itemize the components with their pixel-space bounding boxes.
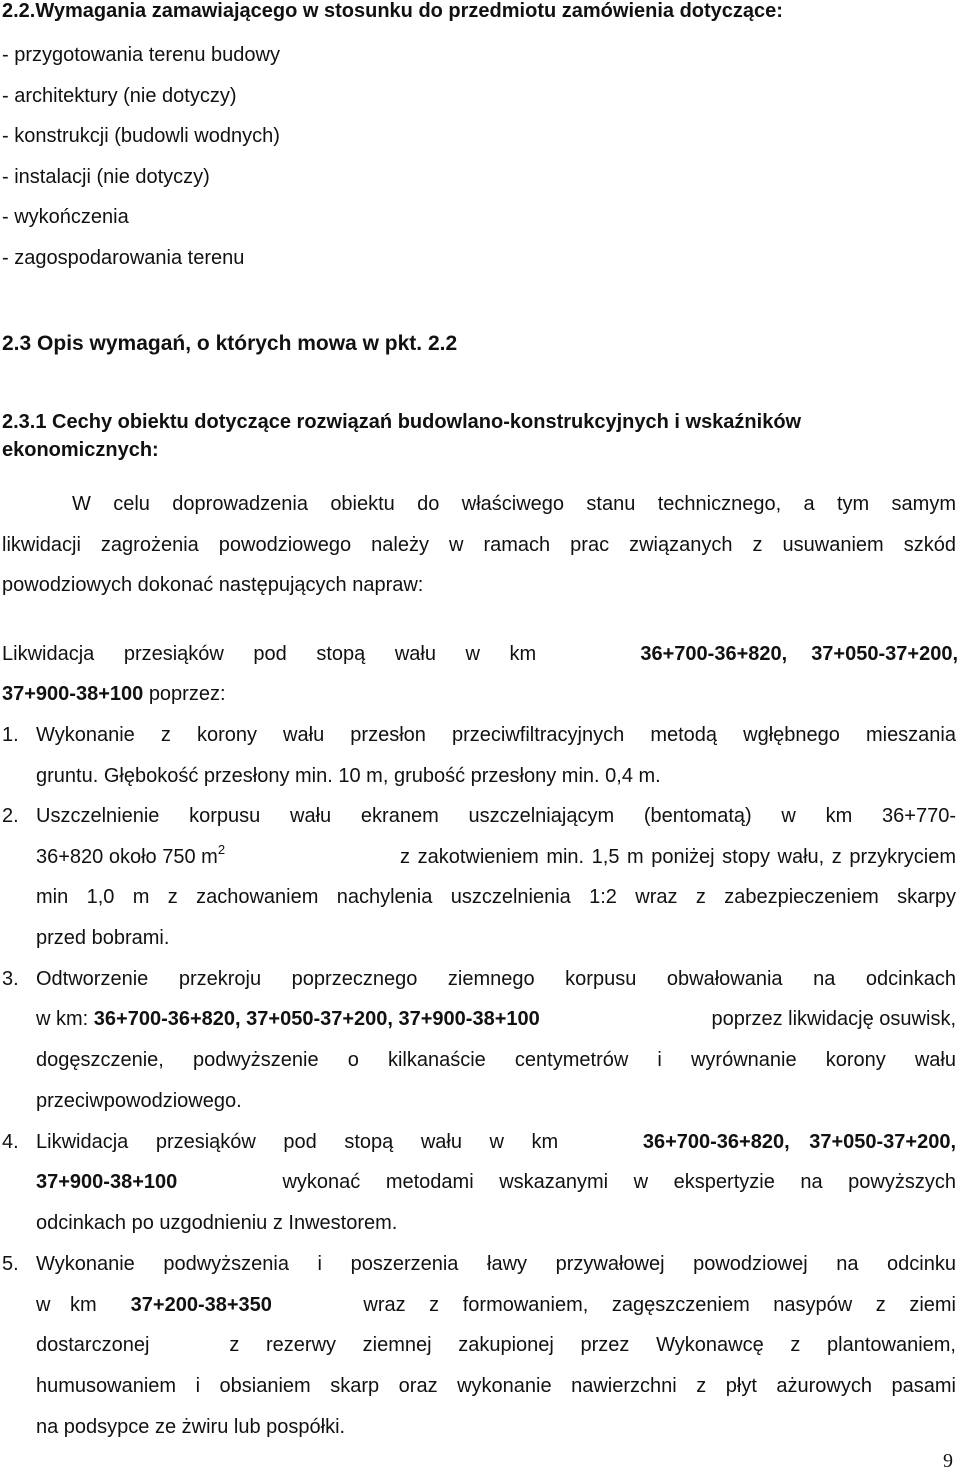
item-number: 2. <box>2 805 19 827</box>
item-text-part: Likwidacja przesiąków pod stopą wału w km <box>36 1131 559 1153</box>
item-text: Odtworzenie przekroju poprzecznego ziemnego korpusu obwałowania na odcinkach <box>36 968 956 990</box>
section-heading-2-3: 2.3 Opis wymagań, o których mowa w pkt. 2.2 <box>2 332 458 355</box>
item-text <box>36 1008 956 1031</box>
item-text: przeciwpowodziowego. <box>36 1090 242 1112</box>
item-text-part: z zakotwieniem min. 1,5 m poniżej stopy wału, z przykryciem <box>392 846 956 868</box>
item-text-part: 36+820 około 750 m <box>36 846 218 868</box>
list-item: - instalacji (nie dotyczy) <box>2 166 210 188</box>
item-text: min 1,0 m z zachowaniem nachylenia uszczelnienia 1:2 wraz z zabezpieczeniem skarpy <box>36 886 956 908</box>
item-number: 4. <box>2 1131 19 1153</box>
item-text <box>36 1131 956 1154</box>
likwidacja-tail: poprzez: <box>148 683 226 705</box>
item-text-part: poprzez likwidację osuwisk, <box>711 1008 956 1030</box>
item-text: gruntu. Głębokość przesłony min. 10 m, grubość przesłony min. 0,4 m. <box>36 765 661 787</box>
km-range: 36+700-36+820, 37+050-37+200, 37+900-38+100 <box>93 1008 540 1030</box>
likwidacja-text: Likwidacja przesiąków pod stopą wału w km <box>2 643 537 665</box>
km-range: 37+900-38+100 <box>2 683 144 705</box>
intro-line: likwidacji zagrożenia powodziowego należy w ramach prac związanych z usuwaniem szkód <box>2 534 956 556</box>
item-text: dostarczonej z rezerwy ziemnej zakupionej przez Wykonawcę z plantowaniem, <box>36 1334 956 1356</box>
item-number: 1. <box>2 724 19 746</box>
list-item: - zagospodarowania terenu <box>2 247 245 269</box>
list-item: - konstrukcji (budowli wodnych) <box>2 125 280 147</box>
km-range: 36+700-36+820, 37+050-37+200, <box>642 1131 956 1153</box>
list-item: - architektury (nie dotyczy) <box>2 85 237 107</box>
item-text <box>36 1294 956 1317</box>
item-number: 5. <box>2 1253 19 1275</box>
km-range: 37+050-37+200, <box>811 643 958 665</box>
km-range: 37+200-38+350 <box>130 1294 272 1316</box>
likwidacja-line <box>2 643 958 666</box>
section-heading-2-3-1: 2.3.1 Cechy obiektu dotyczące rozwiązań budowlano-konstrukcyjnych i wskaźników <box>2 411 802 433</box>
likwidacja-line-2 <box>2 683 226 706</box>
section-heading-2-2: 2.2.Wymagania zamawiającego w stosunku do przedmiotu zamówienia dotyczące: <box>2 0 783 22</box>
section-heading-2-3-1-cont: ekonomicznych: <box>2 439 159 461</box>
superscript: 2 <box>217 842 226 857</box>
item-text: humusowaniem i obsianiem skarp oraz wykonanie nawierzchni z płyt ażurowych pasami <box>36 1375 956 1397</box>
item-text: na podsypce ze żwiru lub pospółki. <box>36 1416 346 1438</box>
item-text-part: wykonać metodami wskazanymi w ekspertyzie na powyższych <box>282 1171 956 1193</box>
item-text: Wykonanie z korony wału przesłon przeciwfiltracyjnych metodą wgłębnego mieszania <box>36 724 956 746</box>
item-text: odcinkach po uzgodnieniu z Inwestorem. <box>36 1212 398 1234</box>
list-item: - przygotowania terenu budowy <box>2 44 280 66</box>
item-text: Wykonanie podwyższenia i poszerzenia ławy przywałowej powodziowej na odcinku <box>36 1253 956 1275</box>
page-number: 9 <box>943 1450 953 1472</box>
item-text-part: w km <box>36 1294 97 1316</box>
intro-line: powodziowych dokonać następujących napraw: <box>2 574 424 596</box>
item-text-part: wraz z formowaniem, zagęszczeniem nasypów z ziemi <box>363 1294 956 1316</box>
item-number: 3. <box>2 968 19 990</box>
item-text: dogęszczenie, podwyższenie o kilkanaście centymetrów i wyrównanie korony wału <box>36 1049 956 1071</box>
item-text: przed bobrami. <box>36 927 170 949</box>
km-range: 36+700-36+820, <box>640 643 788 665</box>
intro-line: W celu doprowadzenia obiektu do właściwego stanu technicznego, a tym samym <box>72 493 956 515</box>
km-range: 37+900-38+100 <box>36 1171 178 1193</box>
item-text <box>36 1171 956 1194</box>
list-item: - wykończenia <box>2 206 129 228</box>
item-text: Uszczelnienie korpusu wału ekranem uszczelniającym (bentomatą) w km 36+770- <box>36 805 956 827</box>
item-text-part: w km: <box>36 1008 89 1030</box>
item-text <box>36 842 956 869</box>
